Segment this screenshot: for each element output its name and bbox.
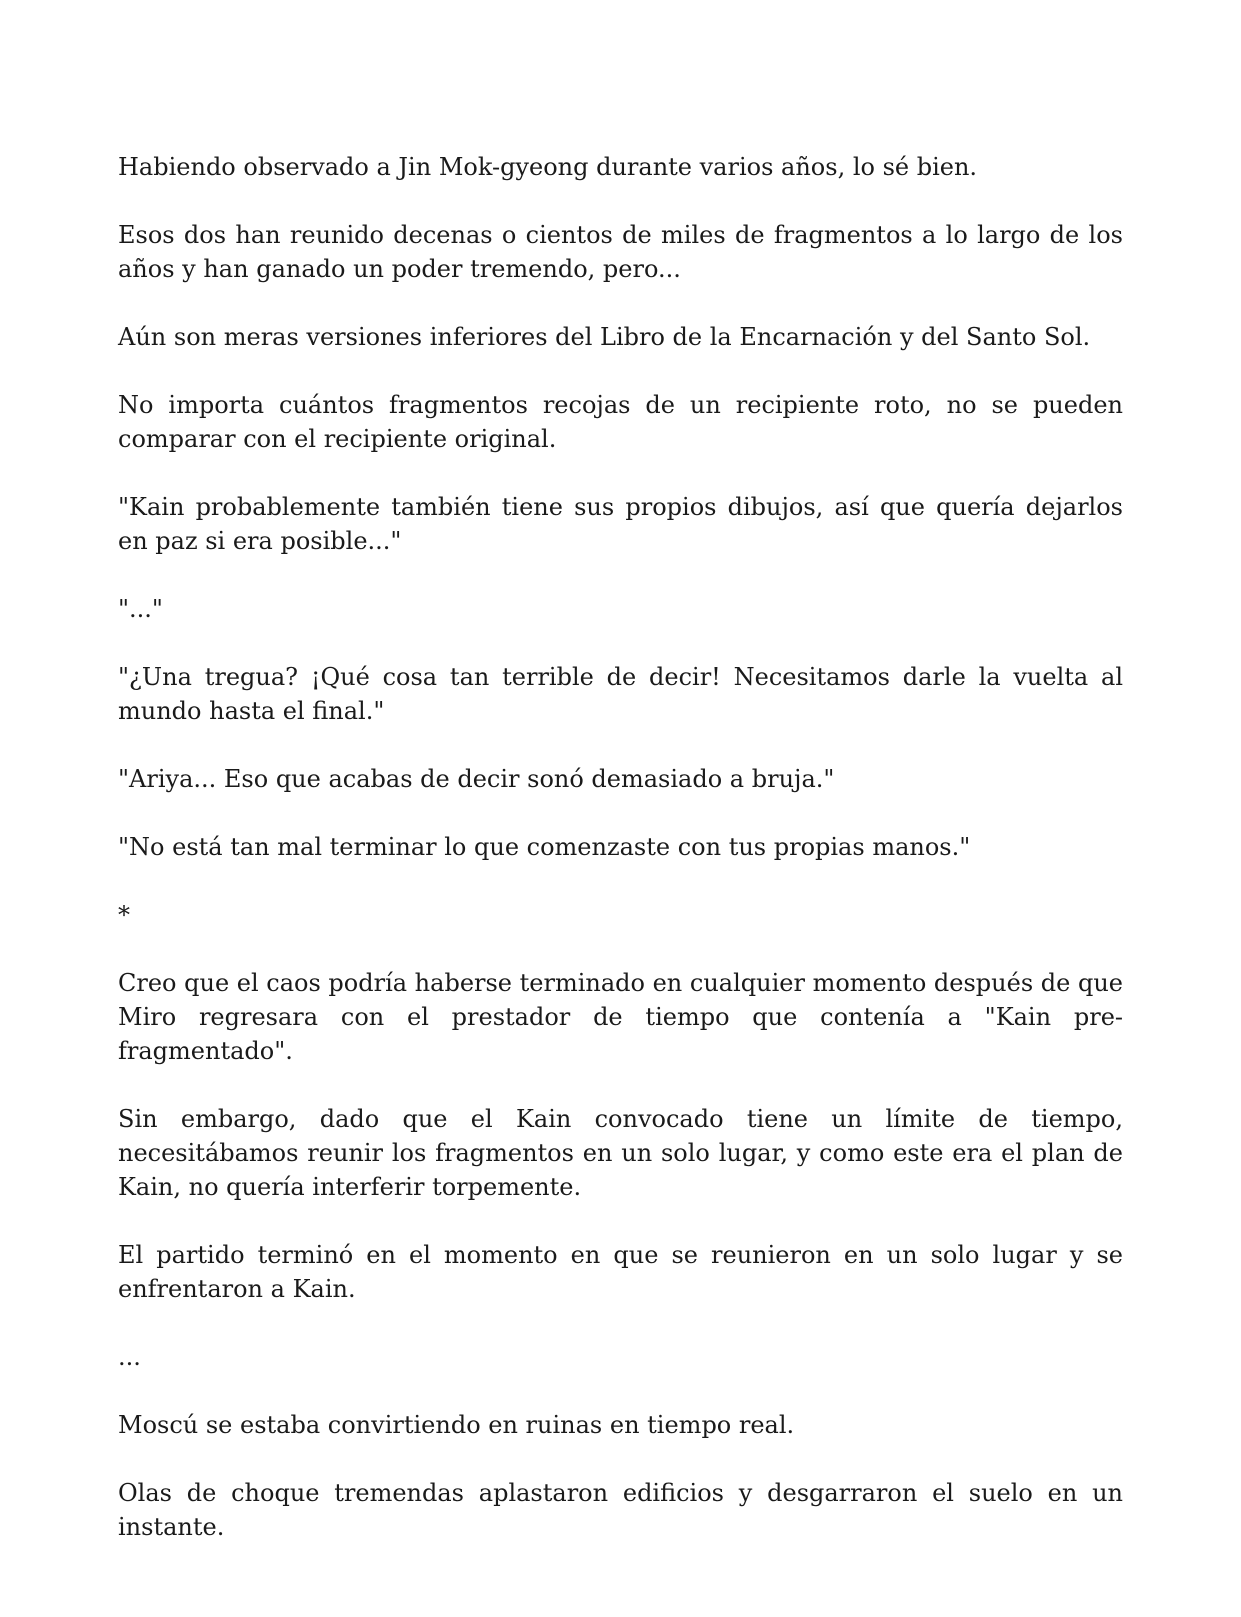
scene-break-ellipsis: ... [118, 1343, 141, 1371]
paragraph-13: Moscú se estaba convirtiendo en ruinas en tiempo real. [118, 1411, 795, 1439]
paragraph-14: Olas de choque tremendas aplastaron edificios y desgarraron el suelo en un instante. [118, 1479, 1123, 1541]
paragraph-4: No importa cuántos fragmentos recojas de un recipiente roto, no se pueden comparar con el recipiente original. [118, 391, 1123, 453]
paragraph-5: "Kain probablemente también tiene sus propios dibujos, así que quería dejarlos en paz si era posible..." [118, 493, 1123, 555]
text-column [118, 150, 1123, 1578]
paragraph-10: Creo que el caos podría haberse terminado en cualquier momento después de que Miro regresara con el prestador de tiempo que contenía a "Kain pre-fragmentado". [118, 969, 1123, 1065]
paragraph-2: Esos dos han reunido decenas o cientos de miles de fragmentos a lo largo de los años y han ganado un poder tremendo, pero... [118, 221, 1123, 283]
paragraph-12: El partido terminó en el momento en que se reunieron en un solo lugar y se enfrentaron a Kain. [118, 1241, 1123, 1303]
paragraph-1: Habiendo observado a Jin Mok-gyeong durante varios años, lo sé bien. [118, 153, 978, 181]
paragraph-11: Sin embargo, dado que el Kain convocado tiene un límite de tiempo, necesitábamos reunir los fragmentos en un solo lugar, y como este era el plan de Kain, no quería interferir torpemente. [118, 1105, 1123, 1201]
paragraph-9: "No está tan mal terminar lo que comenzaste con tus propias manos." [118, 833, 971, 861]
paragraph-7: "¿Una tregua? ¡Qué cosa tan terrible de decir! Necesitamos darle la vuelta al mundo hasta el final." [118, 663, 1123, 725]
scene-break-asterisk: * [118, 901, 130, 929]
paragraph-3: Aún son meras versiones inferiores del Libro de la Encarnación y del Santo Sol. [118, 323, 1091, 351]
paragraph-8: "Ariya... Eso que acabas de decir sonó demasiado a bruja." [118, 765, 835, 793]
paragraph-6: "..." [118, 595, 163, 623]
